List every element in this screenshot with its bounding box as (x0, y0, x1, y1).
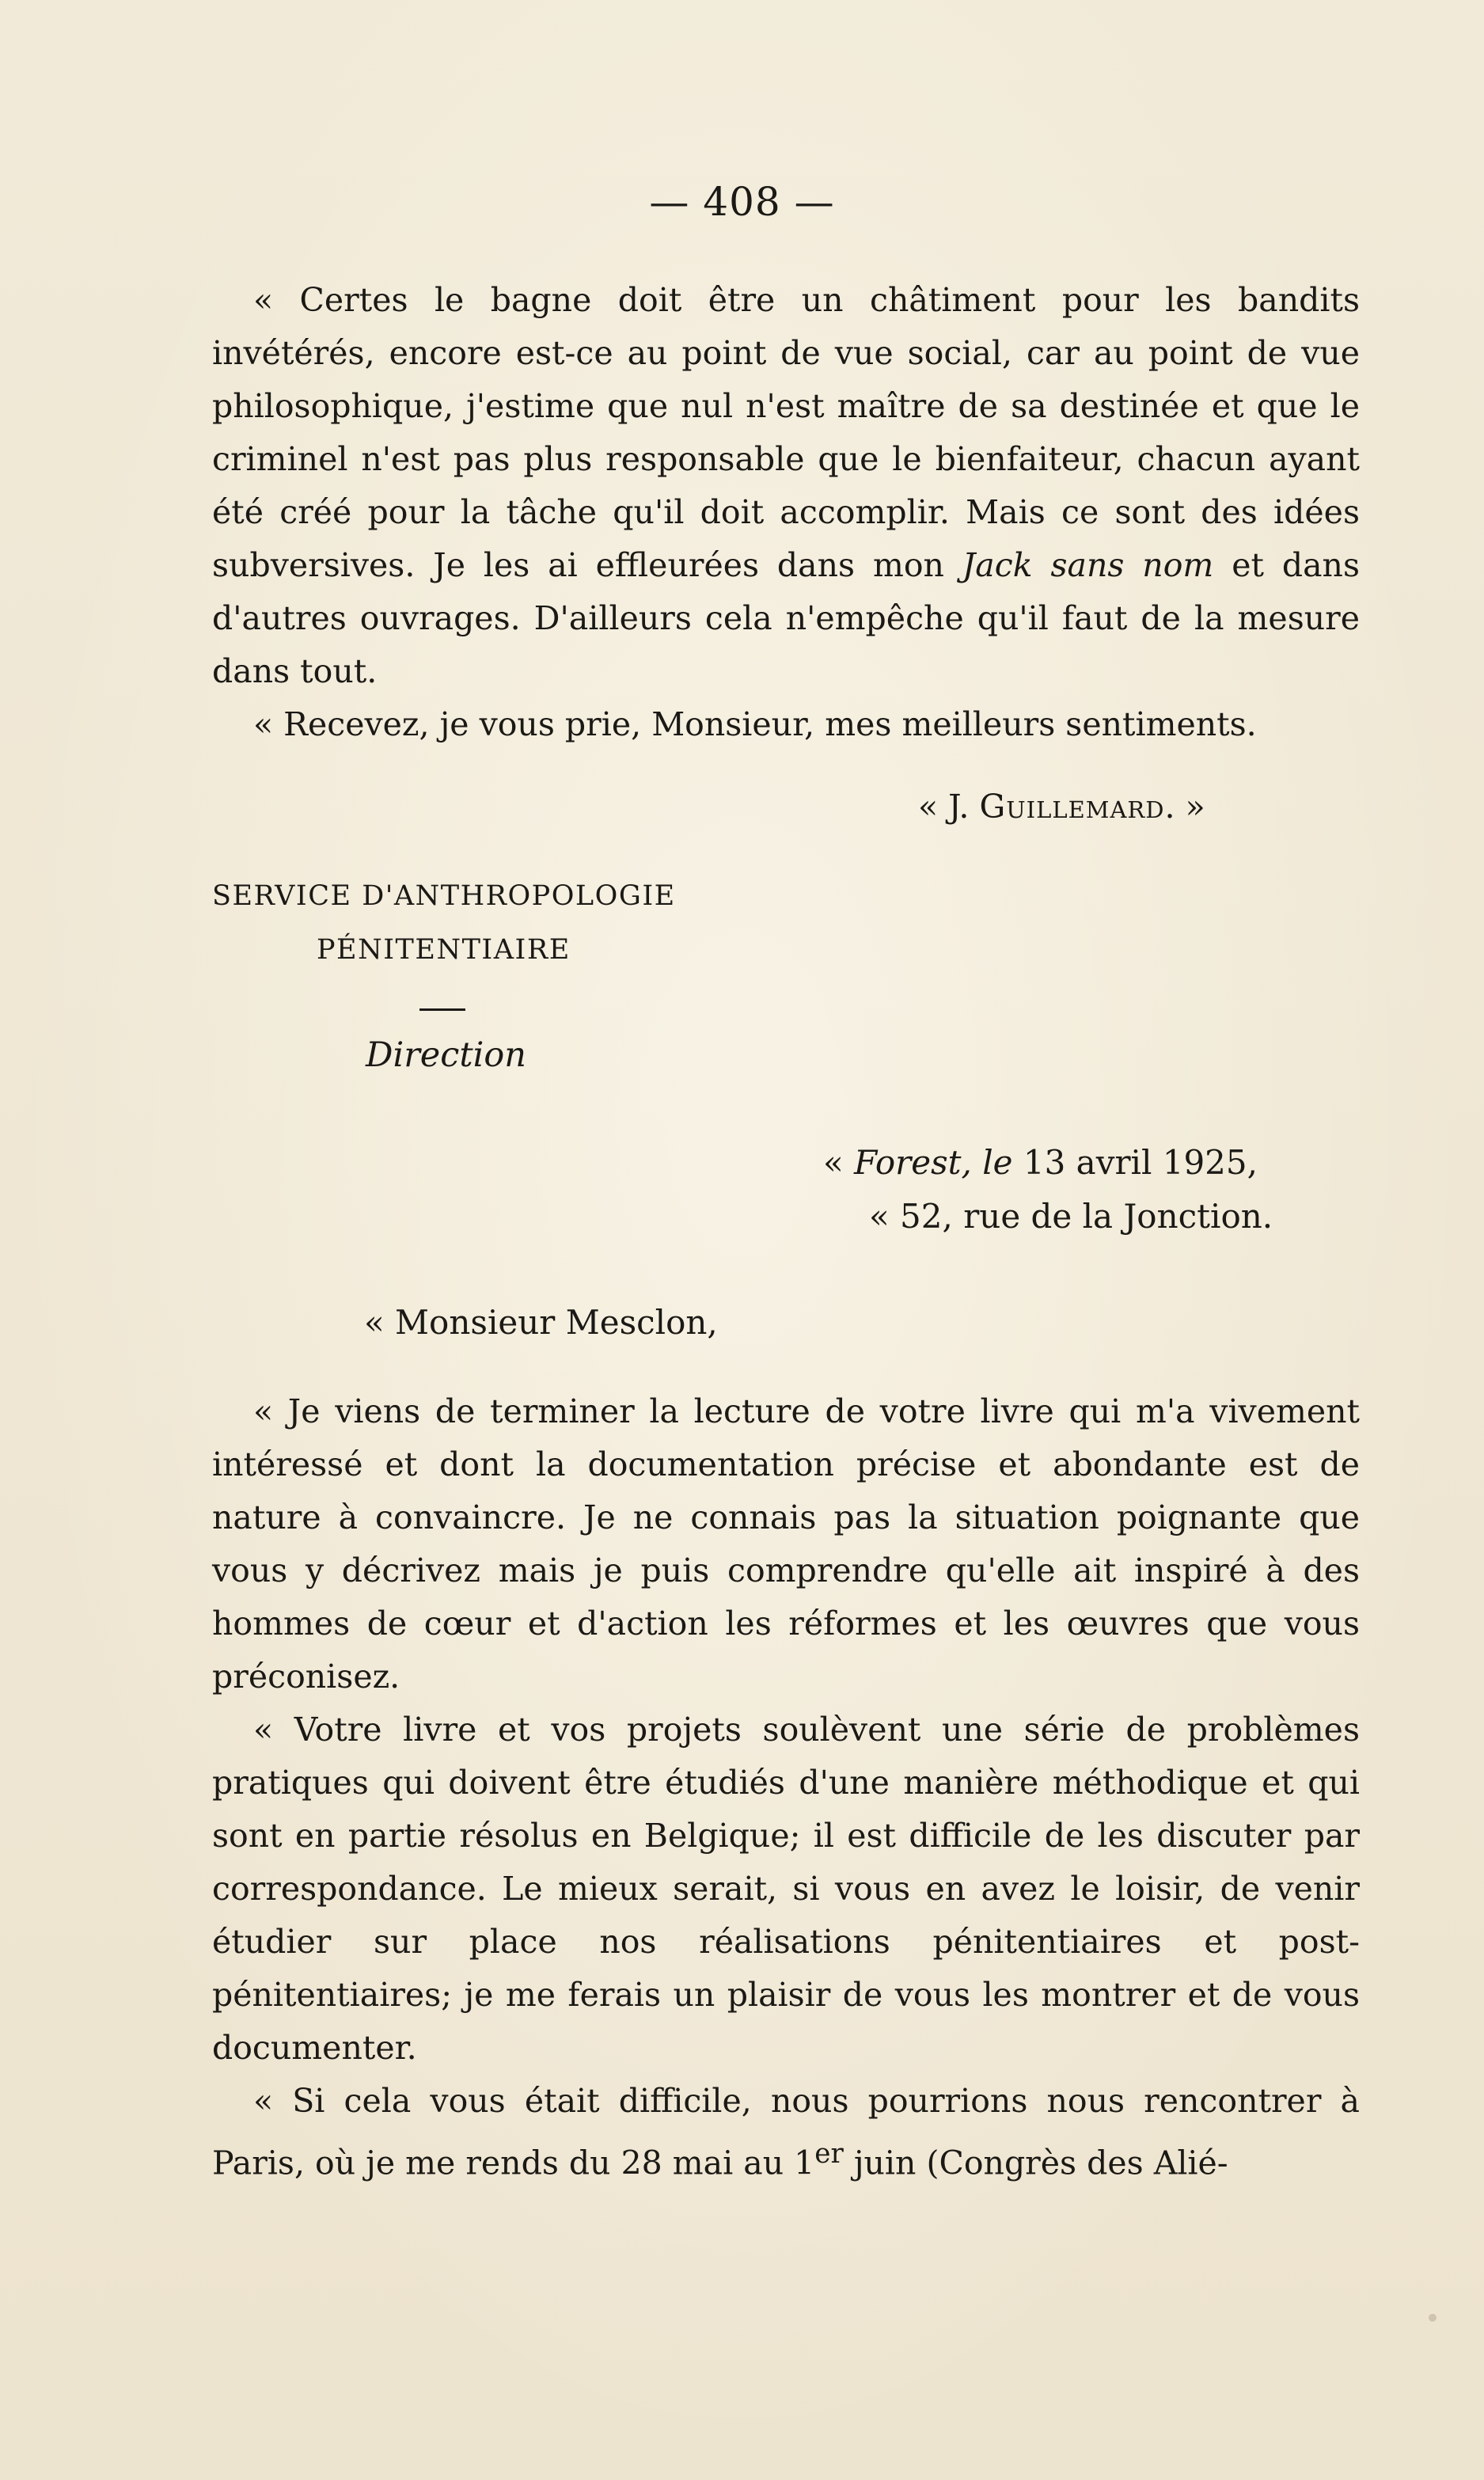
signature (918, 780, 1205, 834)
paragraph: « Recevez, je vous prie, Monsieur, mes meilleurs sentiments. (253, 705, 1257, 743)
paragraph: « Votre livre et vos projets soulèvent une série de problèmes pratiques qui doivent être étudiés d'une manière méthodique et qui sont en partie résolus en Belgique; il est difficile de les discuter par correspondance. Le mieux serait, si vous en avez le loisir, de venir étudier sur place nos réalisations pénitentiaires et post-pénitentiaires; je me ferais un plaisir de vous les montrer et de vous documenter. (212, 1711, 1360, 2067)
signature-open: « J. (918, 788, 980, 826)
paragraph-text: « Si cela vous était difficile, nous pourrions nous rencontrer à Paris, où je me rends du 28 mai au 1 (212, 2082, 1360, 2182)
letterhead-line-2: PÉNITENTIAIRE (317, 934, 571, 966)
paragraph-text: juin (Congrès des Alié- (843, 2144, 1228, 2182)
signature-close: . » (1164, 788, 1205, 826)
paragraph (212, 2075, 1360, 2190)
letterhead-rule (419, 1008, 465, 1011)
dateline-place: Forest, le (854, 1143, 1013, 1182)
signature-name: Guillemard (979, 788, 1165, 826)
letterhead-line-1: SERVICE D'ANTHROPOLOGIE (212, 880, 676, 912)
page-number: — 408 — (649, 179, 835, 225)
salutation: « Monsieur Mesclon, (364, 1303, 718, 1342)
dateline-open: « (823, 1143, 855, 1182)
dateline-address: « 52, rue de la Jonction. (869, 1197, 1273, 1236)
letter-guillemard (212, 274, 1360, 751)
book-title: Jack sans nom (962, 546, 1214, 584)
paragraph-text: et dans d'autres ouvrages. D'ailleurs cela n'empêche qu'il faut de la mesure dans tout. (212, 546, 1360, 690)
dateline (823, 1143, 1258, 1182)
superscript: er (814, 2138, 844, 2170)
paragraph: « Je viens de terminer la lecture de votre livre qui m'a vivement intéressé et dont la documentation précise et abondante est de nature à convaincre. Je ne connais pas la situation poignante que vous y décrivez mais je puis comprendre qu'elle ait inspiré à des hommes de cœur et d'action les réformes et les œuvres que vous préconisez. (212, 1392, 1360, 1696)
letterhead-direction: Direction (366, 1035, 526, 1075)
letter-forest (212, 1385, 1360, 2190)
dateline-date: 13 avril 1925, (1012, 1143, 1258, 1182)
paragraph (212, 274, 1360, 698)
paper-stain (1429, 2314, 1437, 2322)
paragraph-text: « Certes le bagne doit être un châtiment pour les bandits invétérés, encore est-ce au point de vue social, car au point de vue philosophique, j'estime que nul n'est maître de sa destinée et que le criminel n'est pas plus responsable que le bienfaiteur, chacun ayant été créé pour la tâche qu'il doit accomplir. Mais ce sont des idées subversives. Je les ai effleurées dans mon (212, 281, 1360, 584)
